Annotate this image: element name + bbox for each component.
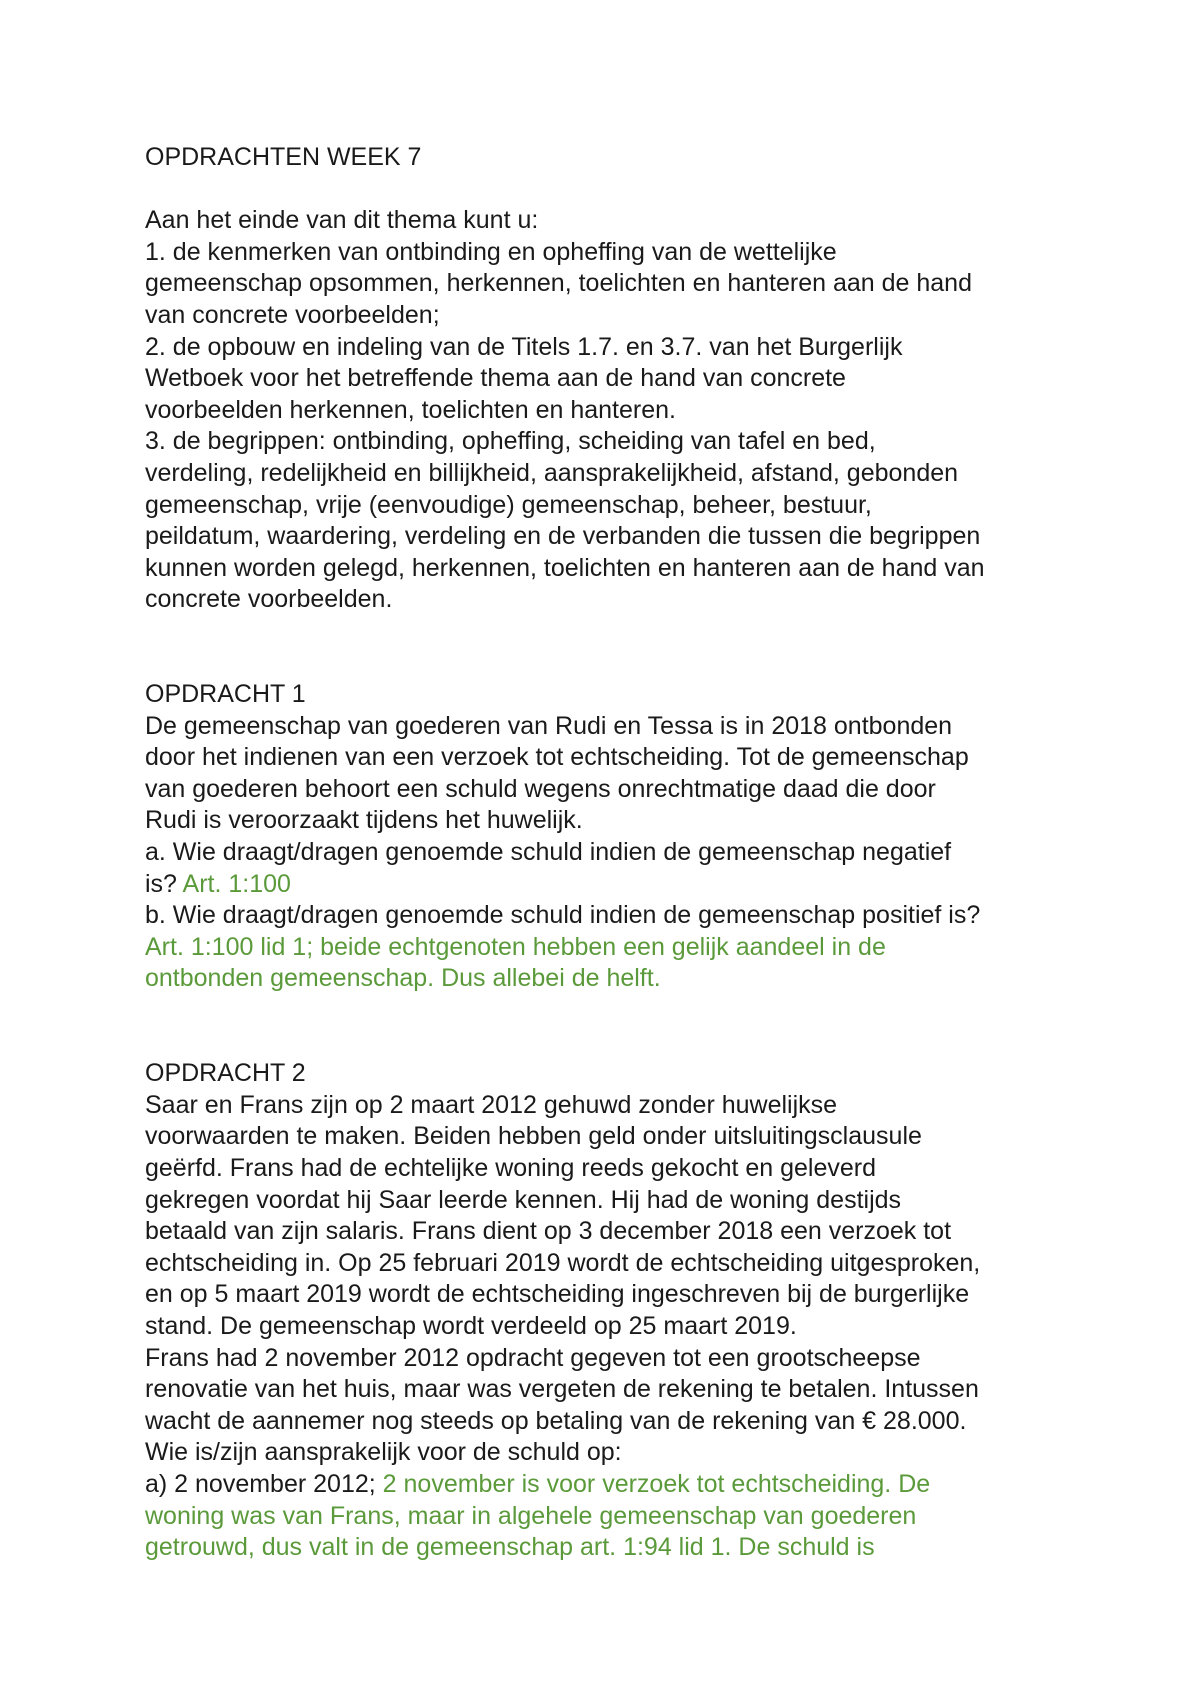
answer-a: Art. 1:100 bbox=[182, 869, 291, 898]
goal-1-line: gemeenschap opsommen, herkennen, toelichten en hanteren aan de hand bbox=[145, 269, 972, 298]
answer-b: ontbonden gemeenschap. Dus allebei de helft. bbox=[145, 964, 661, 993]
goal-3-line: concrete voorbeelden. bbox=[145, 585, 393, 614]
assignment-2-text: Wie is/zijn aansprakelijk voor de schuld op: bbox=[145, 1438, 622, 1467]
goal-2-line: Wetboek voor het betreffende thema aan de hand van concrete bbox=[145, 364, 846, 393]
assignment-2-text: Frans had 2 november 2012 opdracht gegeven tot een grootscheepse bbox=[145, 1343, 921, 1372]
answer-a: 2 november is voor verzoek tot echtscheiding. De bbox=[382, 1469, 931, 1498]
question-a-text: is? bbox=[145, 869, 183, 898]
question-a: a. Wie draagt/dragen genoemde schuld indien de gemeenschap negatief bbox=[145, 838, 952, 867]
goal-3-line: peildatum, waardering, verdeling en de verbanden die tussen die begrippen bbox=[145, 522, 981, 551]
question-a-prefix: a) 2 november 2012; bbox=[145, 1469, 383, 1498]
goal-3-line: gemeenschap, vrije (eenvoudige) gemeenschap, beheer, bestuur, bbox=[145, 490, 872, 519]
assignment-1 bbox=[145, 679, 1145, 995]
assignment-2-text: renovatie van het huis, maar was vergeten de rekening te betalen. Intussen bbox=[145, 1375, 979, 1404]
answer-a: woning was van Frans, maar in algehele gemeenschap van goederen bbox=[145, 1501, 917, 1530]
assignment-1-text: door het indienen van een verzoek tot echtscheiding. Tot de gemeenschap bbox=[145, 743, 969, 772]
goal-2-line: 2. de opbouw en indeling van de Titels 1.7. en 3.7. van het Burgerlijk bbox=[145, 332, 903, 361]
assignment-2-text: geërfd. Frans had de echtelijke woning reeds gekocht en geleverd bbox=[145, 1154, 877, 1182]
goals-lead: Aan het einde van dit thema kunt u: bbox=[145, 206, 539, 235]
assignment-1-text: van goederen behoort een schuld wegens onrechtmatige daad die door bbox=[145, 774, 936, 803]
assignment-2-heading: OPDRACHT 2 bbox=[145, 1059, 306, 1088]
assignment-2-text: betaald van zijn salaris. Frans dient op 3 december 2018 een verzoek tot bbox=[145, 1217, 952, 1246]
spacer bbox=[145, 616, 1145, 679]
goal-3-line: verdeling, redelijkheid en billijkheid, aansprakelijkheid, afstand, gebonden bbox=[145, 458, 959, 487]
spacer bbox=[145, 174, 1145, 206]
spacer bbox=[145, 995, 1145, 1058]
question-a-cont bbox=[145, 869, 1145, 901]
goal-1-line: 1. de kenmerken van ontbinding en opheffing van de wettelijke bbox=[145, 237, 837, 266]
assignment-2-text: voorwaarden te maken. Beiden hebben geld onder uitsluitingsclausule bbox=[145, 1122, 922, 1151]
assignment-2-text: en op 5 maart 2019 wordt de echtscheiding ingeschreven bij de burgerlijke bbox=[145, 1280, 970, 1309]
goal-3-line: 3. de begrippen: ontbinding, opheffing, scheiding van tafel en bed, bbox=[145, 427, 876, 456]
learning-goals bbox=[145, 205, 1145, 616]
answer-b: Art. 1:100 lid 1; beide echtgenoten hebben een gelijk aandeel in de bbox=[145, 932, 886, 961]
goal-3-line: kunnen worden gelegd, herkennen, toelichten en hanteren aan de hand van bbox=[145, 553, 985, 582]
answer-a: getrouwd, dus valt in de gemeenschap art. 1:94 lid 1. De schuld is bbox=[145, 1533, 875, 1562]
goal-2-line: voorbeelden herkennen, toelichten en hanteren. bbox=[145, 395, 676, 424]
document-title: OPDRACHTEN WEEK 7 bbox=[145, 143, 422, 171]
assignment-2-text: wacht de aannemer nog steeds op betaling van de rekening van € 28.000. bbox=[145, 1406, 967, 1435]
assignment-2 bbox=[145, 1058, 1145, 1564]
question-a-line bbox=[145, 1469, 1145, 1501]
assignment-2-text: Saar en Frans zijn op 2 maart 2012 gehuwd zonder huwelijkse bbox=[145, 1090, 838, 1119]
goal-1-line: van concrete voorbeelden; bbox=[145, 300, 440, 329]
document-page bbox=[145, 142, 1145, 1564]
question-b: b. Wie draagt/dragen genoemde schuld indien de gemeenschap positief is? bbox=[145, 901, 981, 930]
assignment-2-text: echtscheiding in. Op 25 februari 2019 wordt de echtscheiding uitgesproken, bbox=[145, 1248, 981, 1277]
assignment-1-text: De gemeenschap van goederen van Rudi en Tessa is in 2018 ontbonden bbox=[145, 711, 953, 740]
assignment-2-text: gekregen voordat hij Saar leerde kennen. Hij had de woning destijds bbox=[145, 1185, 902, 1214]
assignment-1-text: Rudi is veroorzaakt tijdens het huwelijk. bbox=[145, 806, 583, 835]
assignment-1-heading: OPDRACHT 1 bbox=[145, 680, 306, 709]
assignment-2-text: stand. De gemeenschap wordt verdeeld op 25 maart 2019. bbox=[145, 1311, 797, 1340]
